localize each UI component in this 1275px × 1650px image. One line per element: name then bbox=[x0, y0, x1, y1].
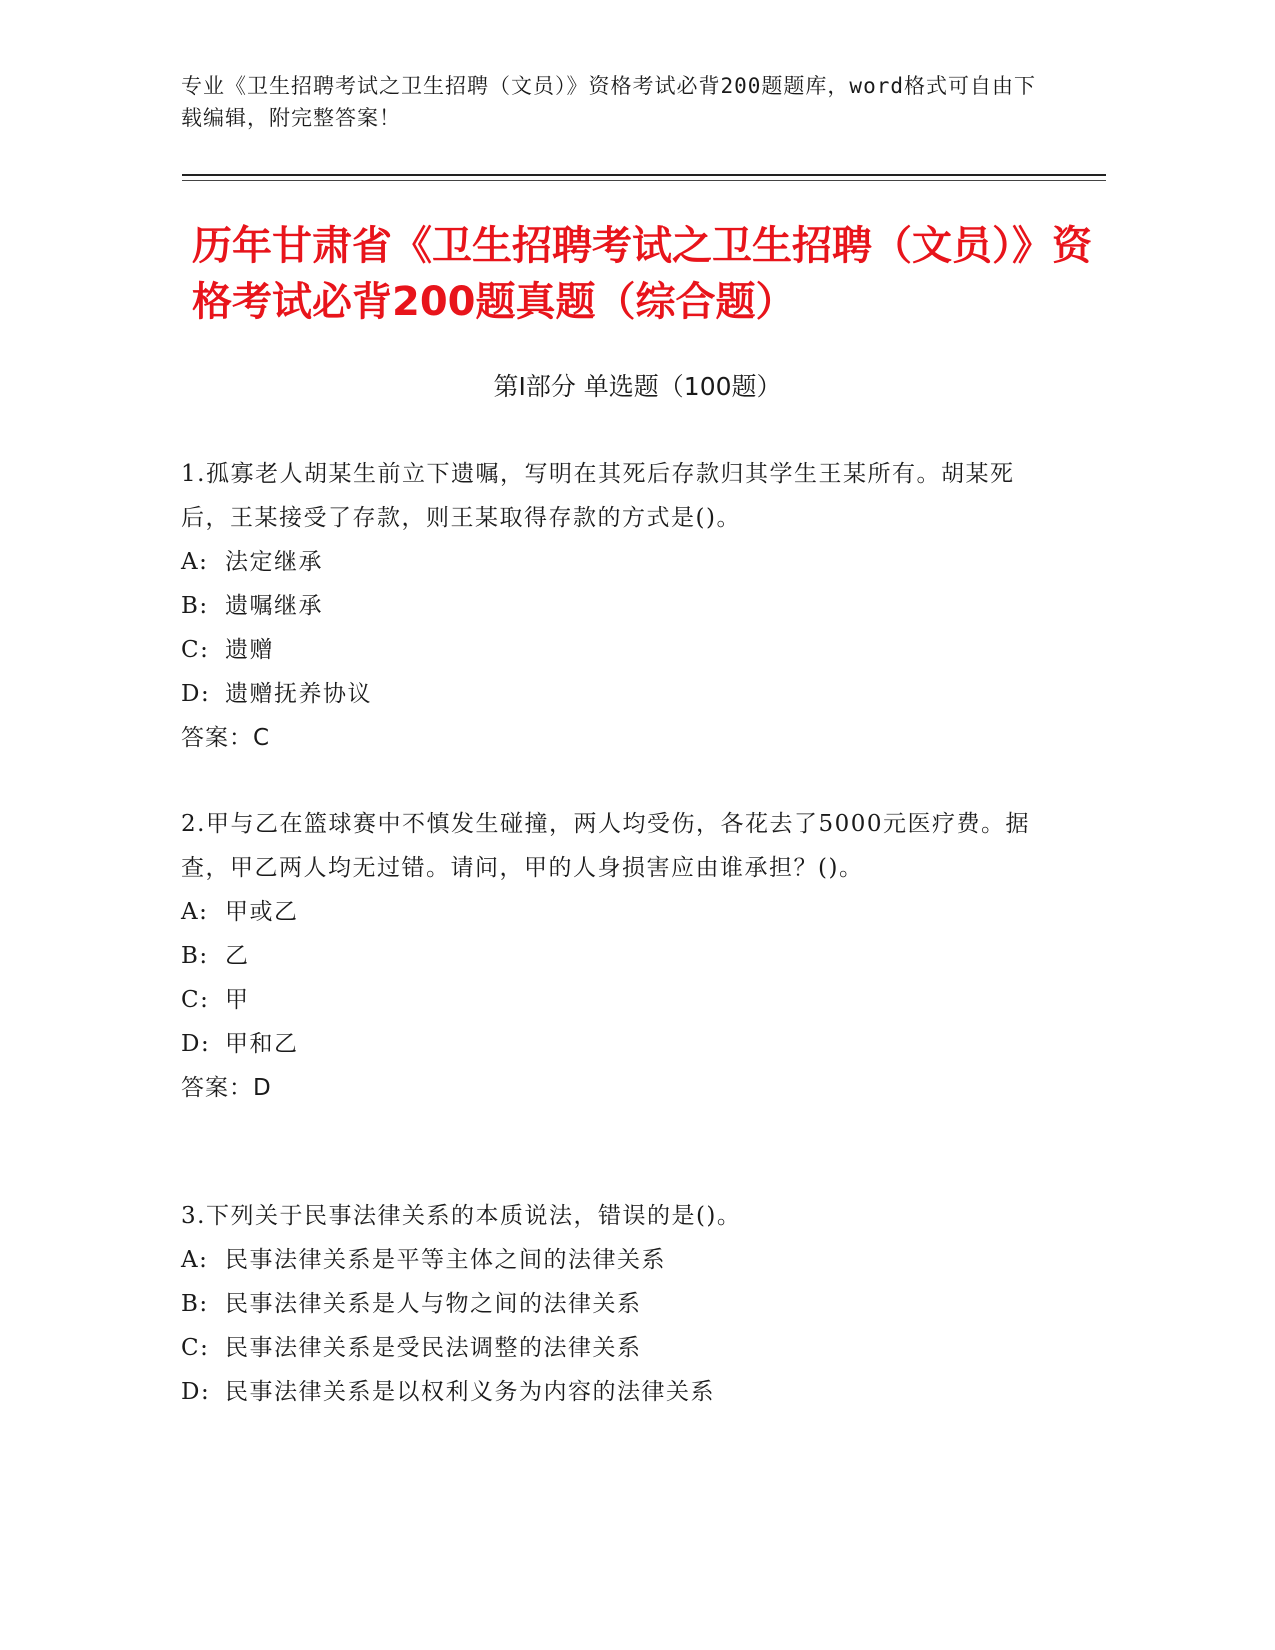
option-text: 民事法律关系是平等主体之间的法律关系 bbox=[225, 1247, 666, 1273]
question-3 bbox=[181, 1194, 1061, 1414]
option-letter: B: bbox=[181, 593, 209, 619]
option-text: 遗赠 bbox=[225, 637, 274, 663]
question-1 bbox=[181, 452, 1061, 760]
option-d bbox=[181, 1370, 1061, 1414]
option-b bbox=[181, 934, 1061, 978]
option-text: 遗赠抚养协议 bbox=[225, 681, 372, 707]
option-letter: A: bbox=[181, 899, 209, 925]
option-text: 民事法律关系是人与物之间的法律关系 bbox=[225, 1291, 642, 1317]
intro-text: 专业《卫生招聘考试之卫生招聘（文员）》资格考试必背200题题库，word格式可自由下载编辑，附完整答案！ bbox=[181, 74, 1036, 130]
option-text: 甲或乙 bbox=[225, 899, 299, 925]
option-c bbox=[181, 628, 1061, 672]
option-a bbox=[181, 540, 1061, 584]
option-letter: C: bbox=[181, 637, 210, 663]
option-a bbox=[181, 1238, 1061, 1282]
question-stem: 3.下列关于民事法律关系的本质说法，错误的是()。 bbox=[181, 1203, 742, 1229]
option-letter: C: bbox=[181, 987, 210, 1013]
option-letter: A: bbox=[181, 1247, 209, 1273]
option-letter: D: bbox=[181, 1379, 211, 1405]
question-stem: 2.甲与乙在篮球赛中不慎发生碰撞，两人均受伤，各花去了5000元医疗费。据查，甲乙两人均无过错。请问，甲的人身损害应由谁承担？()。 bbox=[181, 811, 1030, 881]
option-text: 法定继承 bbox=[225, 549, 323, 575]
section-title: 第I部分 单选题（100题） bbox=[493, 372, 782, 401]
option-letter: C: bbox=[181, 1335, 210, 1361]
option-c bbox=[181, 978, 1061, 1022]
option-text: 民事法律关系是受民法调整的法律关系 bbox=[225, 1335, 642, 1361]
option-letter: B: bbox=[181, 1291, 209, 1317]
header-divider-thin bbox=[182, 180, 1106, 181]
option-text: 民事法律关系是以权利义务为内容的法律关系 bbox=[225, 1379, 715, 1405]
option-a bbox=[181, 890, 1061, 934]
option-d bbox=[181, 1022, 1061, 1066]
option-d bbox=[181, 672, 1061, 716]
option-text: 甲 bbox=[225, 987, 250, 1013]
option-text: 甲和乙 bbox=[225, 1031, 299, 1057]
option-letter: B: bbox=[181, 943, 209, 969]
answer-line: 答案：C bbox=[181, 725, 271, 751]
option-b bbox=[181, 584, 1061, 628]
option-text: 乙 bbox=[225, 943, 250, 969]
option-letter: D: bbox=[181, 681, 211, 707]
option-letter: A: bbox=[181, 549, 209, 575]
answer-line: 答案：D bbox=[181, 1075, 272, 1101]
document-title: 历年甘肃省《卫生招聘考试之卫生招聘（文员）》资格考试必背200题真题（综合题） bbox=[192, 223, 1092, 325]
question-stem: 1.孤寡老人胡某生前立下遗嘱，写明在其死后存款归其学生王某所有。胡某死后，王某接受了存款，则王某取得存款的方式是()。 bbox=[181, 461, 1015, 531]
option-text: 遗嘱继承 bbox=[225, 593, 323, 619]
header-divider-thick bbox=[182, 174, 1106, 176]
option-b bbox=[181, 1282, 1061, 1326]
option-c bbox=[181, 1326, 1061, 1370]
question-2 bbox=[181, 802, 1061, 1110]
option-letter: D: bbox=[181, 1031, 211, 1057]
